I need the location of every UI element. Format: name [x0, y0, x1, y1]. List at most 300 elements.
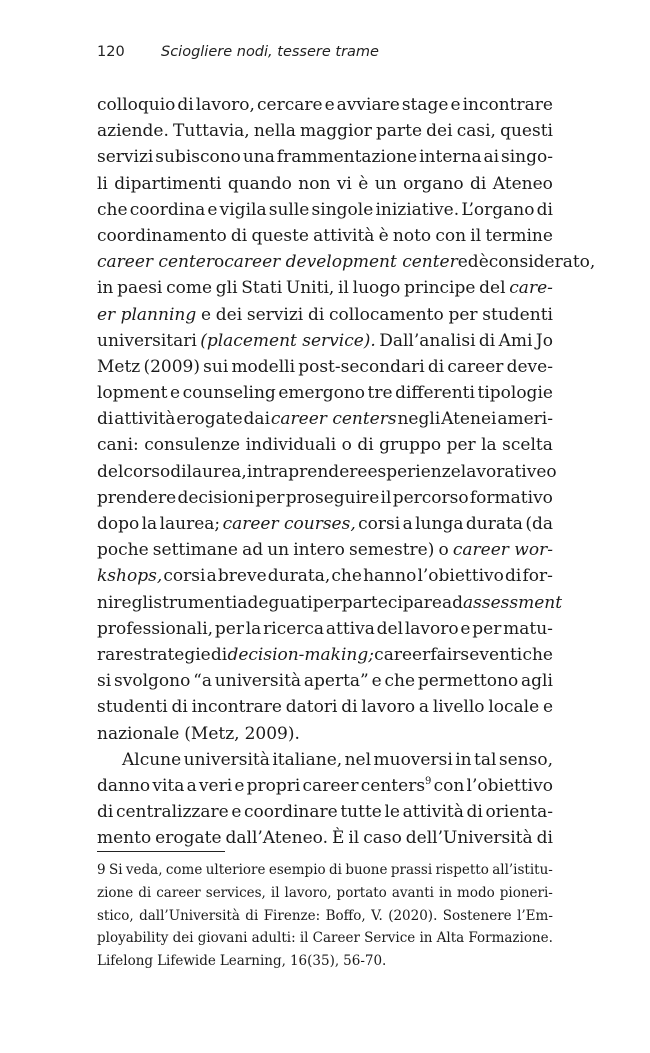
word: questi — [500, 121, 553, 142]
word: strategie — [133, 644, 211, 665]
word — [361, 773, 432, 799]
word: Learning, — [219, 953, 286, 970]
word: italiane, — [272, 749, 343, 770]
text-line — [97, 537, 553, 563]
word: cercare — [256, 95, 323, 115]
word: Uniti, — [285, 278, 335, 299]
word: laurea, — [186, 461, 247, 482]
word: per — [446, 435, 476, 456]
word: Alta — [436, 930, 465, 947]
word: subiscono — [155, 147, 241, 168]
text-line — [97, 144, 553, 170]
word: collocamento — [329, 304, 444, 325]
word: Firenze: — [263, 907, 321, 924]
word: permettono — [417, 671, 519, 692]
text-line — [97, 511, 553, 537]
word: adulti: — [251, 930, 296, 947]
word: dei — [426, 121, 453, 142]
word: dall’Università — [139, 907, 240, 924]
word: o — [213, 252, 225, 273]
word: fairs — [430, 644, 470, 665]
word: dipartimenti — [114, 173, 222, 194]
word: attività — [402, 802, 464, 823]
word: del — [479, 278, 506, 299]
text-line — [97, 616, 553, 642]
word: attività — [114, 409, 176, 430]
word: ed — [457, 252, 479, 273]
word: Metz — [97, 356, 141, 377]
word: di — [230, 225, 248, 246]
word: gli — [131, 592, 154, 613]
word: la — [245, 618, 262, 639]
word: Career — [312, 930, 360, 947]
word: casi, — [456, 121, 496, 142]
word: veri — [198, 775, 233, 796]
word: università — [214, 671, 302, 692]
word: o — [438, 540, 449, 561]
word: di — [210, 644, 228, 665]
word: ai — [483, 147, 500, 168]
word: con — [433, 775, 465, 796]
word: Stati — [241, 278, 283, 299]
word: 2009). — [244, 723, 300, 744]
word: livello — [432, 697, 485, 718]
word: career — [374, 644, 431, 665]
word: colloquio — [97, 95, 176, 115]
word: considerato, — [488, 252, 596, 273]
word: il — [338, 278, 349, 299]
word: e — [460, 618, 471, 639]
word: centralizzare — [115, 802, 229, 823]
word: dopo — [97, 514, 140, 534]
word: 56-70. — [343, 953, 387, 970]
word: avanti — [391, 884, 434, 901]
word: di — [505, 566, 522, 587]
word: avviare — [336, 95, 400, 115]
word: di — [138, 884, 152, 901]
word: stage — [401, 95, 449, 115]
word: career — [447, 356, 504, 377]
word: er planning — [97, 304, 197, 325]
word: sulle — [268, 199, 310, 220]
word: veda, — [125, 862, 163, 878]
word: emergono — [278, 383, 365, 404]
word: dell’Università — [405, 828, 533, 849]
word: in — [455, 749, 472, 770]
text-line — [97, 171, 553, 197]
word: non — [298, 173, 331, 194]
word: 9 — [97, 862, 106, 878]
word: in — [97, 278, 114, 299]
word: servizi — [97, 147, 154, 168]
word: che — [97, 199, 128, 220]
text-line — [97, 694, 553, 720]
text-line — [97, 92, 553, 118]
word: caso — [363, 828, 402, 849]
word: l’obiettivo — [466, 775, 553, 796]
word: di — [171, 697, 188, 718]
word: differenti — [395, 383, 475, 404]
word: di — [427, 356, 445, 377]
word: è — [478, 252, 489, 273]
word: lunga — [415, 514, 464, 534]
word: singole — [311, 199, 374, 220]
text-line — [97, 197, 553, 223]
word: intero — [293, 540, 345, 561]
text-line — [97, 223, 553, 249]
text-line — [97, 380, 553, 406]
word: di — [466, 802, 483, 823]
word: matu- — [503, 618, 553, 639]
word: di — [245, 907, 259, 924]
word: care- — [509, 278, 553, 299]
word: che — [331, 566, 362, 587]
word: e — [371, 671, 382, 692]
word: scelta — [502, 435, 553, 456]
word: vita — [152, 775, 185, 796]
word: gruppo — [379, 435, 442, 456]
word: attiva — [325, 618, 375, 639]
word: mento — [97, 828, 152, 849]
word: stico, — [97, 907, 134, 924]
text-line — [97, 249, 596, 275]
word: le — [384, 802, 400, 823]
word: professionali, — [97, 618, 214, 639]
word: Ateneo — [492, 173, 553, 194]
word: post-secondari — [298, 356, 425, 377]
word: ad — [242, 540, 264, 561]
word: nire — [97, 592, 132, 613]
word: maggior — [300, 121, 372, 142]
word: principe — [404, 278, 476, 299]
word: V. — [371, 907, 383, 924]
word: career centers — [270, 409, 397, 430]
word: career — [156, 884, 201, 901]
word: esempio — [268, 862, 326, 878]
word: come — [165, 862, 203, 878]
text-line — [97, 721, 553, 747]
word: l’Em- — [517, 907, 553, 924]
word: tipologie — [477, 383, 553, 404]
word: a — [206, 566, 217, 587]
text-line — [97, 563, 553, 589]
word: è — [358, 173, 369, 194]
word: ployability — [97, 930, 169, 947]
word: career — [302, 775, 359, 796]
word: deve- — [506, 356, 553, 377]
word: e — [200, 304, 212, 325]
text-line — [97, 275, 553, 301]
word: e — [542, 697, 553, 718]
word: interna — [419, 147, 482, 168]
footnote-line — [97, 905, 553, 928]
text-line — [97, 406, 553, 432]
word: lopment — [97, 383, 168, 404]
word: Lifelong — [97, 953, 154, 970]
text-line — [97, 118, 553, 144]
word: dei — [172, 930, 194, 947]
text-line — [97, 799, 553, 825]
word: un — [374, 173, 397, 194]
text-line — [97, 302, 553, 328]
word: Boffo, — [325, 907, 366, 924]
word: Dall’analisi — [379, 330, 476, 351]
word: servizi — [246, 304, 304, 325]
word: Lifewide — [157, 953, 216, 970]
word: attività — [313, 225, 375, 246]
word: di — [329, 862, 342, 878]
word: corsi — [163, 566, 206, 587]
word: l’obiettivo — [417, 566, 504, 587]
word: in — [439, 884, 453, 901]
word: Alcune — [122, 749, 182, 770]
text-line — [97, 642, 553, 668]
word: breve — [217, 566, 267, 587]
word: adeguati — [237, 592, 313, 613]
word: pioneri- — [499, 884, 553, 901]
word: di — [357, 435, 374, 456]
word: tal — [474, 749, 497, 770]
word: studenti — [482, 304, 553, 325]
footnote-line — [97, 927, 553, 950]
word: ad — [441, 592, 464, 613]
text-line — [97, 590, 563, 616]
word: o — [546, 461, 557, 482]
word: modelli — [231, 356, 296, 377]
word: corso — [123, 461, 171, 482]
word: del — [376, 618, 404, 639]
word: nella — [253, 121, 296, 142]
word: Formazione. — [468, 930, 553, 947]
word: erogate — [155, 828, 222, 849]
footnote-line — [97, 882, 553, 905]
body-text — [97, 92, 596, 851]
text-line — [97, 773, 553, 799]
word: dei — [215, 304, 243, 325]
word: universitari — [97, 330, 197, 351]
word: e — [324, 95, 335, 115]
word: percorso — [392, 487, 469, 508]
word: (Metz, — [184, 723, 240, 744]
text-line — [97, 747, 553, 773]
word: per — [472, 618, 502, 639]
word: durata, — [267, 566, 331, 587]
word: studenti — [97, 697, 168, 718]
word: semestre) — [349, 540, 435, 561]
word: kshops, — [97, 566, 163, 587]
word: per — [312, 592, 342, 613]
footnote-separator — [97, 851, 225, 852]
word: aziende. — [97, 121, 169, 142]
footnotes — [97, 859, 553, 973]
word: di — [177, 95, 194, 115]
word: e — [207, 199, 218, 220]
word: il — [470, 225, 482, 246]
word: (placement service). — [200, 330, 376, 351]
word: career wor- — [452, 540, 553, 561]
word: Service — [364, 930, 416, 947]
word: individuali — [245, 435, 337, 456]
word: dall’Ateneo. — [225, 828, 328, 849]
word: la — [141, 514, 158, 534]
word: tre — [367, 383, 393, 404]
word: nazionale — [97, 723, 180, 744]
word: “a — [193, 671, 212, 692]
word: (2009) — [143, 356, 200, 377]
word: coordinare — [244, 802, 338, 823]
word: di — [307, 304, 325, 325]
word: organo — [403, 173, 464, 194]
word: nel — [344, 749, 372, 770]
word: consulenze — [144, 435, 241, 456]
word: è — [378, 225, 389, 246]
word: con — [435, 225, 467, 246]
word: dai — [243, 409, 271, 430]
word: lavoro, — [195, 95, 255, 115]
word: paesi — [117, 278, 163, 299]
word: portato — [336, 884, 387, 901]
word: orienta- — [485, 802, 553, 823]
word: incontrare — [191, 697, 282, 718]
word: di — [97, 802, 114, 823]
word: incontrare — [462, 95, 553, 115]
word: per — [214, 618, 244, 639]
word: lavoro, — [284, 884, 332, 901]
word: luogo — [352, 278, 401, 299]
running-head-title: Sciogliere nodi, tessere trame — [161, 44, 379, 60]
word: una — [242, 147, 275, 168]
word: zione — [97, 884, 134, 901]
word: tutte — [340, 802, 382, 823]
word: lavoro — [404, 618, 459, 639]
word: lavoro — [361, 697, 416, 718]
word: vi — [336, 173, 352, 194]
word: erogate — [176, 409, 243, 430]
word: all’istitu- — [492, 862, 553, 878]
text-line — [97, 485, 553, 511]
word: danno — [97, 775, 151, 796]
word: hanno — [363, 566, 417, 587]
word: lavorative — [460, 461, 547, 482]
word: durata — [465, 514, 523, 534]
word: intraprendere — [246, 461, 368, 482]
word: svolgono — [114, 671, 191, 692]
text-line — [97, 354, 553, 380]
word: prendere — [97, 487, 177, 508]
text-line — [97, 459, 557, 485]
word: (2020). — [388, 907, 438, 924]
word: il — [348, 828, 360, 849]
word: formativo — [469, 487, 553, 508]
word: o — [341, 435, 352, 456]
word: singo- — [501, 147, 553, 168]
word: strumenti — [153, 592, 238, 613]
word: noto — [392, 225, 432, 246]
word: corsi — [358, 514, 401, 534]
word: 16(35), — [289, 953, 340, 970]
word: Atenei — [441, 409, 497, 430]
word: un — [267, 540, 290, 561]
word: esperienze — [367, 461, 461, 482]
word: assessment — [463, 592, 563, 613]
word: partecipare — [341, 592, 442, 613]
word: e — [234, 775, 245, 796]
footnote-line — [97, 950, 553, 973]
word: il — [270, 884, 280, 901]
word: agli — [521, 671, 553, 692]
word: queste — [251, 225, 309, 246]
word: per — [448, 304, 478, 325]
word: frammentazione — [276, 147, 418, 168]
word: coordinamento — [97, 225, 227, 246]
word: eventi — [469, 644, 523, 665]
word: career center — [97, 252, 214, 273]
word: Si — [108, 862, 123, 878]
word: giovani — [197, 930, 248, 947]
word: buone — [345, 862, 388, 878]
word: decisioni — [177, 487, 255, 508]
word: decision-making; — [227, 644, 374, 665]
word: locale — [488, 697, 540, 718]
word: quando — [227, 173, 292, 194]
word: È — [331, 828, 345, 849]
word: senso, — [498, 749, 553, 770]
word: il — [299, 930, 309, 947]
word: università — [183, 749, 270, 770]
word: career development center — [224, 252, 458, 273]
word: services, — [205, 884, 266, 901]
word: aperta” — [303, 671, 369, 692]
word: negli — [397, 409, 441, 430]
word: del — [97, 461, 124, 482]
word: settimane — [152, 540, 238, 561]
footnote-line — [97, 859, 553, 882]
word: sui — [203, 356, 229, 377]
word: e — [450, 95, 461, 115]
page-number: 120 — [97, 44, 125, 60]
word: a — [402, 514, 413, 534]
word: iniziative. — [375, 199, 460, 220]
word: rispetto — [435, 862, 489, 878]
word: gli — [215, 278, 238, 299]
word: di — [536, 828, 553, 849]
word: proseguire — [285, 487, 380, 508]
word: di — [341, 697, 358, 718]
word: (da — [525, 514, 553, 534]
word-text: centers — [360, 775, 426, 796]
word: Sostenere — [442, 907, 512, 924]
word: e — [231, 802, 242, 823]
word: come — [166, 278, 213, 299]
word: di — [170, 461, 187, 482]
word: for- — [522, 566, 553, 587]
word: per — [255, 487, 285, 508]
word: counseling — [182, 383, 276, 404]
footnote-ref[interactable]: 9 — [425, 775, 432, 787]
word: vigila — [219, 199, 267, 220]
word: L’organo — [461, 199, 535, 220]
word: la — [481, 435, 497, 456]
word: il — [380, 487, 392, 508]
word: di — [97, 409, 114, 430]
word: datori — [285, 697, 338, 718]
word: Jo — [535, 330, 553, 351]
word: e — [170, 383, 181, 404]
word: di — [470, 173, 487, 194]
word: in — [419, 930, 433, 947]
running-header — [97, 44, 379, 60]
word: prassi — [390, 862, 433, 878]
